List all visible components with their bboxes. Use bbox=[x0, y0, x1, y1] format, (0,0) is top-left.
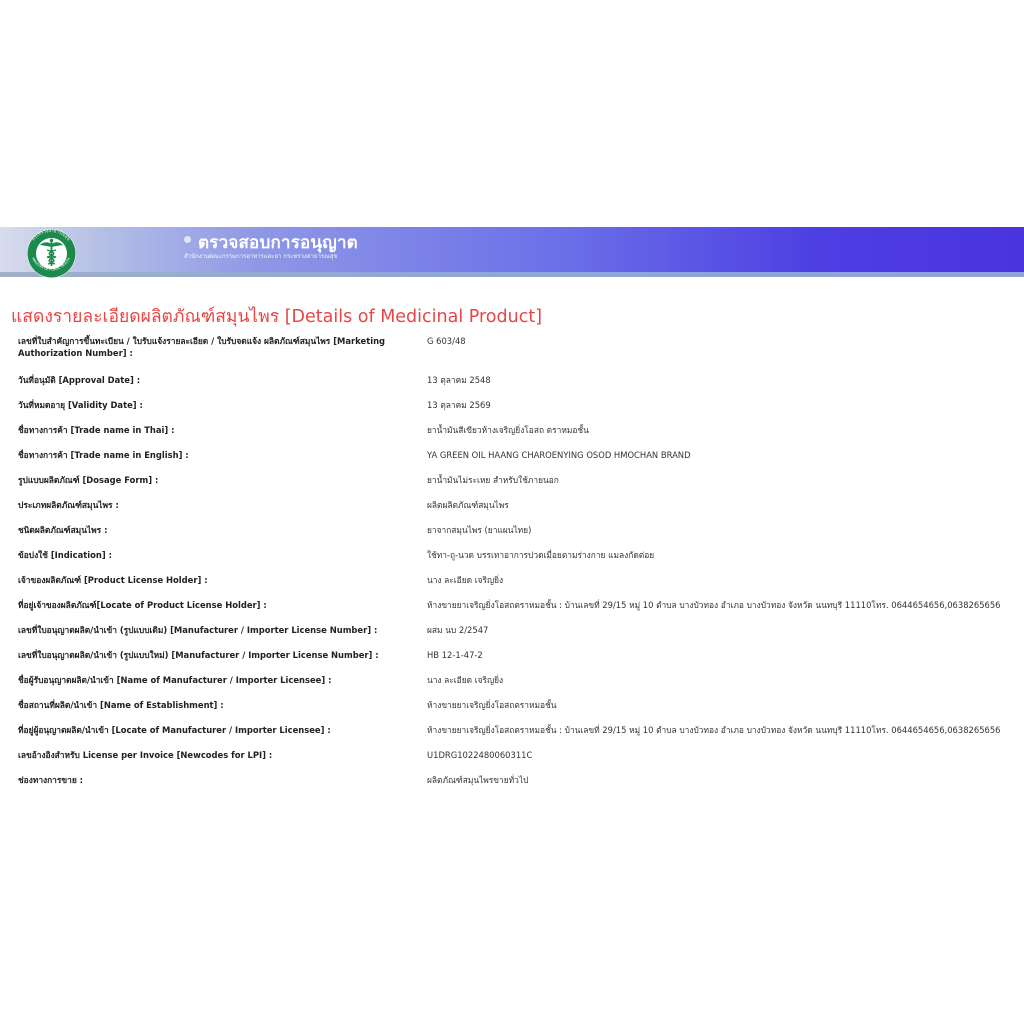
detail-label: ที่อยู่เจ้าของผลิตภัณฑ์[Locate of Product License Holder] : bbox=[18, 600, 267, 610]
detail-row-license-number-old bbox=[18, 624, 1018, 649]
detail-row-product-type bbox=[18, 499, 1018, 524]
detail-label: เจ้าของผลิตภัณฑ์ [Product License Holder] : bbox=[18, 575, 208, 585]
detail-row-trade-name-thai bbox=[18, 424, 1018, 449]
details-list bbox=[18, 335, 1018, 799]
detail-label: ช่องทางการขาย : bbox=[18, 775, 83, 785]
detail-value: 13 ตุลาคม 2569 bbox=[427, 400, 491, 410]
detail-label: ชื่อทางการค้า [Trade name in Thai] : bbox=[18, 425, 175, 435]
detail-row-licensee-address bbox=[18, 724, 1018, 749]
detail-value: G 603/48 bbox=[427, 336, 466, 346]
detail-value: ห้างขายยาเจริญยิ่งโอสถตราหมอชั้น bbox=[427, 700, 557, 710]
logo-text-top: กระทรวงสาธารณสุข bbox=[31, 228, 71, 243]
detail-label: ข้อบ่งใช้ [Indication] : bbox=[18, 550, 112, 560]
detail-row-product-kind bbox=[18, 524, 1018, 549]
detail-label: รูปแบบผลิตภัณฑ์ [Dosage Form] : bbox=[18, 475, 159, 485]
detail-value: HB 12-1-47-2 bbox=[427, 650, 483, 660]
detail-label: เลขที่ใบอนุญาตผลิต/นำเข้า (รูปแบบเดิม) [Manufacturer / Importer License Number] : bbox=[18, 625, 378, 635]
detail-value: ผลิตภัณฑ์สมุนไพรขายทั่วไป bbox=[427, 775, 529, 785]
header-banner bbox=[0, 227, 1024, 272]
header-banner-strip bbox=[0, 272, 1024, 277]
detail-label: เลขอ้างอิงสำหรับ License per Invoice [Newcodes for LPI] : bbox=[18, 750, 273, 760]
detail-value: ยาน้ำมันไม่ระเหย สำหรับใช้ภายนอก bbox=[427, 475, 559, 485]
logo-text-bottom: MINISTRY OF PUBLIC HEALTH bbox=[30, 256, 72, 272]
detail-value: ใช้ทา-ถู-นวด บรรเทาอาการปวดเมื่อยตามร่างกาย แมลงกัดต่อย bbox=[427, 550, 655, 560]
detail-value: ผสม นบ 2/2547 bbox=[427, 625, 489, 635]
detail-value: ยาจากสมุนไพร (ยาแผนไทย) bbox=[427, 525, 532, 535]
detail-value: นาง ละเอียด เจริญยิ่ง bbox=[427, 675, 504, 685]
detail-value: ห้างขายยาเจริญยิ่งโอสถตราหมอชั้น : บ้านเลขที่ 29/15 หมู่ 10 ตำบล บางบัวทอง อำเภอ บางบัวทอง จังหวัด นนทบุรี 11110โทร. 0644654656,0638265656 bbox=[427, 600, 1001, 610]
detail-row-license-holder bbox=[18, 574, 1018, 599]
detail-row-license-number-new bbox=[18, 649, 1018, 674]
detail-label: วันที่อนุมัติ [Approval Date] : bbox=[18, 375, 141, 385]
detail-row-dosage-form bbox=[18, 474, 1018, 499]
detail-value: นาง ละเอียด เจริญยิ่ง bbox=[427, 575, 504, 585]
detail-label: วันที่หมดอายุ [Validity Date] : bbox=[18, 400, 143, 410]
detail-label: เลขที่ใบสำคัญการขึ้นทะเบียน / ใบรับแจ้งรายละเอียด / ใบรับจดแจ้ง ผลิตภัณฑ์สมุนไพร [Marketing Authorization Number] : bbox=[18, 336, 386, 358]
detail-value: U1DRG1022480060311C bbox=[427, 750, 533, 760]
ministry-logo-icon[interactable] bbox=[21, 228, 82, 279]
detail-value: YA GREEN OIL HAANG CHAROENYING OSOD HMOCHAN BRAND bbox=[427, 450, 691, 460]
detail-row-authorization-number bbox=[18, 335, 1018, 361]
detail-row-establishment-name bbox=[18, 699, 1018, 724]
header-title[interactable]: ตรวจสอบการอนุญาต bbox=[198, 233, 358, 253]
detail-label: ที่อยู่ผู้อนุญาตผลิต/นำเข้า [Locate of Manufacturer / Importer Licensee] : bbox=[18, 725, 331, 735]
detail-row-trade-name-english bbox=[18, 449, 1018, 474]
detail-row-validity-date bbox=[18, 399, 1018, 424]
detail-label: ชื่อสถานที่ผลิต/นำเข้า [Name of Establishment] : bbox=[18, 700, 224, 710]
detail-row-licensee-name bbox=[18, 674, 1018, 699]
ministry-seal-icon bbox=[21, 228, 82, 279]
detail-label: ชื่อผู้รับอนุญาตผลิต/นำเข้า [Name of Manufacturer / Importer Licensee] : bbox=[18, 675, 332, 685]
detail-label: ชื่อทางการค้า [Trade name in English] : bbox=[18, 450, 189, 460]
detail-value: ยาน้ำมันสีเขียวห้างเจริญยิ่งโอสถ ตราหมอชั้น bbox=[427, 425, 589, 435]
bullet-dot-icon bbox=[184, 236, 191, 243]
page-title: แสดงรายละเอียดผลิตภัณฑ์สมุนไพร [Details of Medicinal Product] bbox=[11, 307, 543, 327]
detail-label: ประเภทผลิตภัณฑ์สมุนไพร : bbox=[18, 500, 119, 510]
detail-value: ผลิตผลิตภัณฑ์สมุนไพร bbox=[427, 500, 509, 510]
detail-row-approval-date bbox=[18, 374, 1018, 399]
detail-value: 13 ตุลาคม 2548 bbox=[427, 375, 491, 385]
detail-row-license-holder-address bbox=[18, 599, 1018, 624]
header-subtitle: สำนักงานคณะกรรมการอาหารและยา กระทรวงสาธารณสุข bbox=[184, 253, 338, 260]
detail-label: เลขที่ใบอนุญาตผลิต/นำเข้า (รูปแบบใหม่) [Manufacturer / Importer License Number] : bbox=[18, 650, 379, 660]
detail-row-sales-channel bbox=[18, 774, 1018, 799]
detail-label: ชนิดผลิตภัณฑ์สมุนไพร : bbox=[18, 525, 108, 535]
detail-row-lpi-code bbox=[18, 749, 1018, 774]
detail-row-indication bbox=[18, 549, 1018, 574]
detail-value: ห้างขายยาเจริญยิ่งโอสถตราหมอชั้น : บ้านเลขที่ 29/15 หมู่ 10 ตำบล บางบัวทอง อำเภอ บางบัวทอง จังหวัด นนทบุรี 11110โทร. 0644654656,0638265656 bbox=[427, 725, 1001, 735]
